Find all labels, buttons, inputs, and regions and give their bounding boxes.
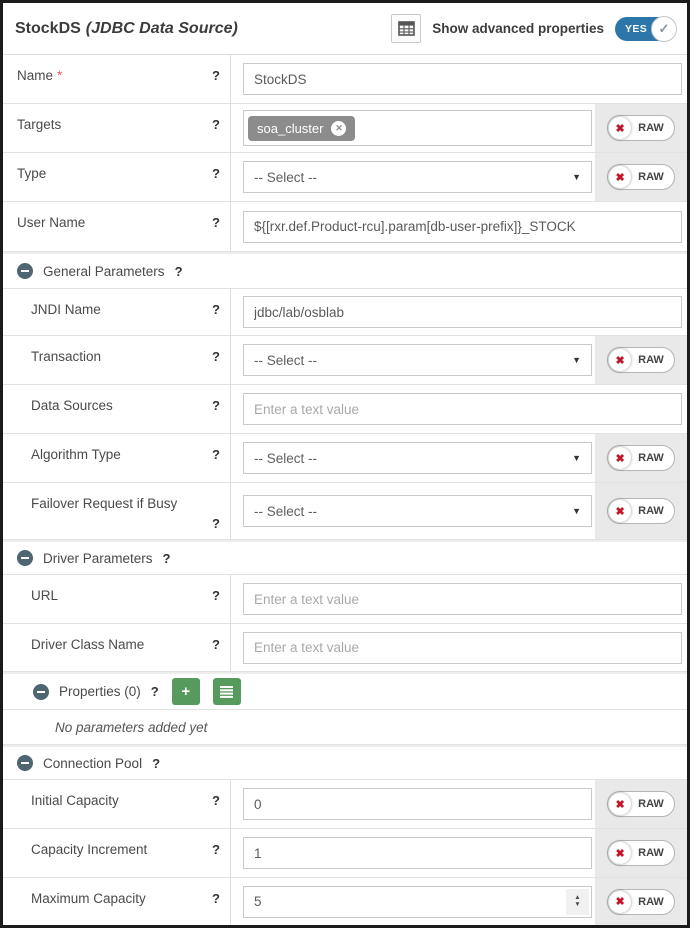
field-cell — [231, 55, 687, 103]
field-cell — [231, 624, 687, 671]
collapse-icon[interactable] — [17, 263, 33, 279]
raw-toggle-button[interactable] — [607, 498, 675, 524]
x-icon: ✖ — [609, 166, 631, 188]
field-label: Data Sources — [31, 398, 113, 413]
name-input[interactable] — [243, 63, 682, 95]
x-icon: ✖ — [609, 793, 631, 815]
type-select[interactable] — [243, 161, 592, 193]
raw-panel — [595, 483, 687, 539]
header-controls — [391, 14, 675, 43]
label-cell — [3, 104, 231, 152]
chevron-down-icon: ▼ — [572, 355, 581, 365]
label-cell — [3, 829, 231, 877]
row-jndi-name — [3, 289, 687, 336]
row-type — [3, 153, 687, 202]
field-cell — [231, 336, 687, 384]
field-cell — [231, 483, 687, 539]
help-icon[interactable]: ? — [212, 793, 220, 808]
raw-toggle-button[interactable] — [607, 445, 675, 471]
raw-label: RAW — [638, 847, 664, 859]
chip-remove-icon[interactable]: ✕ — [331, 121, 346, 136]
list-icon — [219, 685, 234, 698]
label-cell — [3, 336, 231, 384]
help-icon[interactable]: ? — [212, 516, 220, 531]
plus-icon: + — [181, 683, 191, 700]
advanced-properties-label: Show advanced properties — [432, 21, 604, 36]
label-cell — [3, 483, 231, 539]
page-title — [15, 20, 238, 38]
form-header — [3, 3, 687, 55]
label-cell — [3, 624, 231, 671]
field-label: Driver Class Name — [31, 637, 145, 652]
row-name — [3, 55, 687, 104]
row-data-sources — [3, 385, 687, 434]
targets-tag-input[interactable] — [243, 110, 592, 146]
row-driver-class-name — [3, 624, 687, 672]
help-icon[interactable]: ? — [212, 891, 220, 906]
raw-toggle-button[interactable] — [607, 115, 675, 141]
advanced-properties-toggle[interactable] — [615, 17, 675, 41]
raw-label: RAW — [638, 171, 664, 183]
table-view-button[interactable] — [391, 14, 421, 43]
data-sources-input[interactable] — [243, 393, 682, 425]
raw-label: RAW — [638, 505, 664, 517]
field-label: Algorithm Type — [31, 447, 121, 462]
section-label: Connection Pool — [43, 755, 143, 771]
section-label: General Parameters — [43, 263, 165, 279]
help-icon[interactable]: ? — [212, 447, 220, 462]
raw-label: RAW — [638, 122, 664, 134]
collapse-icon[interactable] — [17, 755, 33, 771]
help-icon[interactable]: ? — [212, 842, 220, 857]
help-icon[interactable]: ? — [212, 349, 220, 364]
field-cell — [231, 878, 687, 925]
help-icon[interactable]: ? — [174, 263, 183, 279]
number-spinner[interactable] — [566, 889, 589, 915]
field-cell — [231, 385, 687, 433]
properties-empty-note: No parameters added yet — [3, 710, 687, 745]
help-icon[interactable]: ? — [212, 588, 220, 603]
raw-label: RAW — [638, 452, 664, 464]
raw-toggle-button[interactable] — [607, 889, 675, 915]
raw-panel — [595, 829, 687, 877]
add-property-button[interactable] — [172, 678, 200, 705]
row-algorithm-type — [3, 434, 687, 483]
failover-select[interactable] — [243, 495, 592, 527]
row-maximum-capacity — [3, 878, 687, 925]
field-label: URL — [31, 588, 59, 603]
help-icon[interactable]: ? — [212, 215, 220, 230]
help-icon[interactable]: ? — [150, 684, 159, 699]
jndi-name-input[interactable] — [243, 296, 682, 328]
capacity-increment-input[interactable] — [243, 837, 592, 869]
field-cell — [231, 202, 687, 251]
initial-capacity-input[interactable] — [243, 788, 592, 820]
select-value: -- Select -- — [254, 169, 318, 185]
row-targets — [3, 104, 687, 153]
spinner-down-icon[interactable]: ▼ — [574, 901, 581, 908]
raw-label: RAW — [638, 798, 664, 810]
raw-toggle-button[interactable] — [607, 840, 675, 866]
field-cell — [231, 575, 687, 623]
row-capacity-increment — [3, 829, 687, 878]
help-icon[interactable]: ? — [212, 166, 220, 181]
maximum-capacity-input[interactable] — [244, 887, 564, 917]
help-icon[interactable]: ? — [212, 302, 220, 317]
field-label: Capacity Increment — [31, 842, 148, 857]
url-input[interactable] — [243, 583, 682, 615]
toggle-state-label: YES — [625, 22, 648, 35]
field-cell — [231, 780, 687, 828]
label-cell — [3, 434, 231, 482]
raw-panel — [595, 104, 687, 152]
field-cell — [231, 153, 687, 201]
help-icon[interactable]: ? — [212, 68, 220, 83]
section-label: Properties (0) — [59, 684, 141, 699]
x-icon: ✖ — [609, 117, 631, 139]
field-label: Name * — [17, 68, 63, 83]
datasource-name: StockDS — [15, 19, 81, 37]
label-cell — [3, 153, 231, 201]
label-cell — [3, 289, 231, 335]
raw-panel — [595, 153, 687, 201]
table-grid-icon — [398, 21, 415, 36]
chevron-down-icon: ▼ — [572, 453, 581, 463]
section-connection-pool — [3, 745, 687, 780]
chip-label: soa_cluster — [257, 120, 324, 136]
row-transaction — [3, 336, 687, 385]
label-cell — [3, 55, 231, 103]
target-chip — [248, 116, 355, 141]
field-cell — [231, 104, 687, 152]
label-cell — [3, 878, 231, 925]
help-icon[interactable]: ? — [212, 117, 220, 132]
maximum-capacity-stepper — [243, 886, 592, 918]
select-value: -- Select -- — [254, 503, 318, 519]
select-value: -- Select -- — [254, 352, 318, 368]
section-label: Driver Parameters — [43, 550, 153, 566]
label-cell — [3, 575, 231, 623]
raw-toggle-button[interactable] — [607, 347, 675, 373]
field-label: Initial Capacity — [31, 793, 119, 808]
help-icon[interactable]: ? — [162, 550, 171, 566]
raw-panel — [595, 878, 687, 925]
chevron-down-icon: ▼ — [572, 506, 581, 516]
row-initial-capacity — [3, 780, 687, 829]
help-icon[interactable]: ? — [212, 637, 220, 652]
x-icon: ✖ — [609, 500, 631, 522]
x-icon: ✖ — [609, 349, 631, 371]
row-user-name — [3, 202, 687, 252]
help-icon[interactable]: ? — [212, 398, 220, 413]
driver-class-name-input[interactable] — [243, 632, 682, 664]
field-cell — [231, 434, 687, 482]
spinner-up-icon[interactable]: ▲ — [574, 893, 581, 901]
section-driver-parameters — [3, 540, 687, 575]
x-icon: ✖ — [609, 842, 631, 864]
label-cell — [3, 202, 231, 251]
toggle-knob-check-icon: ✓ — [651, 16, 677, 42]
field-label: Maximum Capacity — [31, 891, 146, 906]
row-failover-request-if-busy — [3, 483, 687, 540]
field-label: JNDI Name — [31, 302, 101, 317]
field-label: Failover Request if Busy — [31, 496, 178, 511]
section-properties — [3, 672, 687, 710]
transaction-select[interactable] — [243, 344, 592, 376]
field-cell — [231, 289, 687, 335]
select-value: -- Select -- — [254, 450, 318, 466]
raw-toggle-button[interactable] — [607, 164, 675, 190]
collapse-icon[interactable] — [33, 684, 49, 700]
x-icon: ✖ — [609, 891, 631, 913]
help-icon[interactable]: ? — [152, 755, 161, 771]
raw-panel — [595, 336, 687, 384]
field-label: Targets — [17, 117, 62, 132]
raw-label: RAW — [638, 895, 664, 908]
chevron-down-icon: ▼ — [572, 172, 581, 182]
bulk-edit-button[interactable] — [213, 678, 241, 705]
section-general-parameters — [3, 252, 687, 289]
user-name-input[interactable] — [243, 211, 682, 243]
raw-panel — [595, 780, 687, 828]
label-cell — [3, 385, 231, 433]
row-url — [3, 575, 687, 624]
field-label: Type — [17, 166, 47, 181]
raw-toggle-button[interactable] — [607, 791, 675, 817]
field-cell — [231, 829, 687, 877]
x-icon: ✖ — [609, 447, 631, 469]
required-marker: * — [57, 68, 63, 83]
raw-label: RAW — [638, 354, 664, 366]
raw-panel — [595, 434, 687, 482]
algorithm-type-select[interactable] — [243, 442, 592, 474]
field-label: User Name — [17, 215, 86, 230]
label-cell — [3, 780, 231, 828]
collapse-icon[interactable] — [17, 550, 33, 566]
field-label: Transaction — [31, 349, 102, 364]
datasource-type-subtitle: (JDBC Data Source) — [85, 19, 238, 37]
